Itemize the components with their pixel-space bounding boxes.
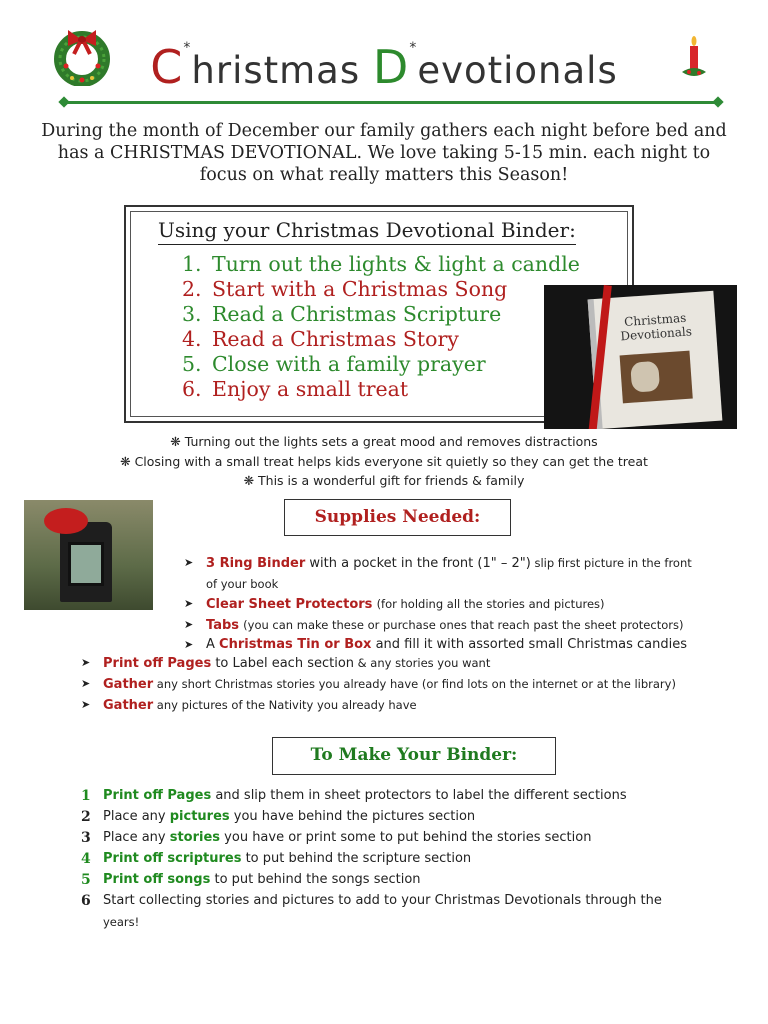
item-highlight: Gather [103,677,154,692]
title-initial-c: C [150,40,184,94]
page-title: C*hristmas D*evotionals [150,40,618,94]
note-text: Turning out the lights sets a great mood and removes distractions [184,434,598,449]
item-text: to put behind the scripture section [241,851,472,866]
note-item [0,452,768,472]
title-divider [64,101,718,104]
make-step [103,912,662,933]
supplies-heading: Supplies Needed: [284,499,511,536]
arrow-bullet-icon: ➤ [184,617,194,631]
make-step [81,870,662,891]
title-initial-d: D [372,40,410,94]
item-prefix: A [206,637,220,652]
item-note: (for holding all the stories and pictures) [376,597,605,611]
item-text: Start collecting stories and pictures to add to your Christmas Devotionals through the [103,893,662,908]
step-text: Turn out the lights & light a candle [212,252,580,276]
item-highlight: Print off songs [103,872,211,887]
item-prefix: Place any [103,809,170,824]
item-note: any short Christmas stories you already have (or find lots on the internet or at the library) [153,677,676,691]
item-text: to Label each section [211,656,355,671]
item-text: you have or print some to put behind the stories section [220,830,592,845]
supply-item [81,674,676,695]
note-text: This is a wonderful gift for friends & family [258,473,525,488]
item-highlight: Print off Pages [103,656,212,671]
step-number: 4 [81,851,91,867]
binder-box-title: Using your Christmas Devotional Binder: [158,218,576,245]
arrow-bullet-icon: ➤ [184,556,194,569]
item-text: and slip them in sheet protectors to label the different sections [211,788,627,803]
step-text: Close with a family prayer [212,352,486,376]
step-number: 6. [182,377,202,401]
item-highlight: stories [169,830,221,845]
item-note: & any stories you want [354,656,491,670]
arrow-bullet-icon: ➤ [81,698,91,711]
flower-bullet-icon: ❋ [243,473,259,488]
item-highlight: Print off Pages [103,788,212,803]
supply-item [206,574,692,595]
item-highlight: pictures [169,809,230,824]
make-step [81,891,662,912]
item-text: you have behind the pictures section [229,809,476,824]
step-number: 1 [81,788,91,804]
make-step [81,828,662,849]
note-item [0,471,768,491]
item-highlight: Christmas Tin or Box [219,637,372,652]
make-step [81,786,662,807]
intro-paragraph: During the month of December our family gathers each night before bed and has a CHRISTMAS DEVOTIONAL. We love taking 5-15 min. each night to focus on what really matters this Season! [41,121,727,185]
lantern-photo [24,500,153,610]
supply-item [81,653,676,674]
step-number: 3. [182,302,202,326]
step-text: Start with a Christmas Song [212,277,508,301]
item-text: and fill it with assorted small Christmas candies [371,637,687,652]
flower-bullet-icon: ❋ [120,453,135,469]
step-number: 5 [81,872,91,888]
make-step [81,849,662,870]
supplies-list-extra [81,653,676,716]
binder-step [182,352,580,377]
step-text: Read a Christmas Story [212,327,459,351]
step-number: 3 [81,830,91,846]
arrow-bullet-icon: ➤ [184,638,194,651]
item-highlight: Gather [103,698,154,713]
item-highlight: Clear Sheet Protectors [206,597,373,612]
binder-step [182,327,580,352]
item-highlight: 3 Ring Binder [206,556,306,571]
flower-bullet-icon: ❋ [170,434,185,449]
item-prefix: Place any [103,830,170,845]
binder-step [182,377,580,402]
step-number: 5. [182,352,202,376]
make-binder-heading: To Make Your Binder: [272,737,556,775]
make-step [81,807,662,828]
step-number: 2. [182,277,202,301]
supply-item [184,594,692,615]
item-text: to put behind the songs section [210,872,421,887]
arrow-bullet-icon: ➤ [81,677,91,690]
supplies-list [184,553,692,656]
make-binder-list [81,786,662,933]
continuation-text: years! [103,915,140,929]
supply-item [81,695,676,716]
supply-item [184,615,692,636]
supply-item [184,553,692,574]
note-item [0,432,768,452]
binder-step [182,277,580,302]
binder-step [182,302,580,327]
binder-step [182,252,580,277]
arrow-bullet-icon: ➤ [81,656,91,669]
step-number: 2 [81,809,91,825]
step-number: 1. [182,252,202,276]
item-note: slip first picture in the front [530,556,692,570]
binder-photo: Christmas Devotionals [544,285,737,429]
item-text: with a pocket in the front (1" – 2") [305,556,531,571]
arrow-bullet-icon: ➤ [184,597,194,610]
step-number: 4. [182,327,202,351]
item-highlight: Print off scriptures [103,851,242,866]
step-number: 6 [81,893,91,909]
notes-list [0,432,768,491]
item-note: (you can make these or purchase ones that reach past the sheet protectors) [243,617,684,632]
note-text: Closing with a small treat helps kids everyone sit quietly so they can get the treat [134,453,648,469]
item-note: any pictures of the Nativity you already have [153,698,417,712]
step-text: Read a Christmas Scripture [212,302,502,326]
binder-steps-list [182,252,580,402]
continuation-text: of your book [206,576,279,591]
step-text: Enjoy a small treat [212,377,409,401]
item-highlight: Tabs [206,617,240,633]
